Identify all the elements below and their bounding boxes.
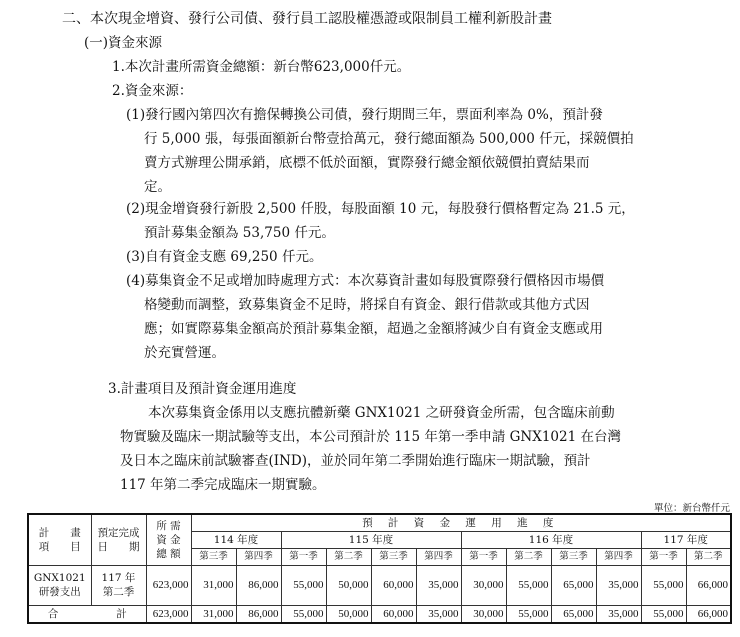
source4-line3: 應；如實際募集金額高於預計募集金額，超過之金額將減少自有資金支應或用 [144,321,603,337]
row-value: 31,000 [191,565,236,605]
row-completion: 117 年 第二季 [91,565,146,605]
header-quarter: 第三季 [551,548,596,565]
source1-line1: (1)發行國內第四次有擔保轉換公司債，發行期間三年，票面利率為 0%，預計發 [126,107,603,123]
header-quarter: 第一季 [461,548,506,565]
table-row [28,565,731,605]
header-completion: 預定完成 日 期 [91,514,146,565]
item-funding-sources: 2.資金來源： [112,83,193,99]
header-year-116: 116 年度 [461,531,641,548]
row-project: GNX1021 研發支出 [28,565,91,605]
row-value: 65,000 [551,565,596,605]
row-value: 60,000 [371,565,416,605]
plan-para-line3: 及日本之臨床前試驗審查(IND)，並於同年第二季開始進行臨床一期試驗，預計 [120,453,591,469]
total-value: 50,000 [326,605,371,623]
row-value: 35,000 [596,565,641,605]
row-value: 35,000 [416,565,461,605]
header-year-117: 117 年度 [641,531,731,548]
unit-label: 單位：新台幣仟元 [653,503,730,514]
row-value: 55,000 [641,565,686,605]
source1-line2: 行 5,000 張，每張面額新台幣壹拾萬元，發行總面額為 500,000 仟元，採競價拍 [144,131,634,147]
header-quarter: 第三季 [191,548,236,565]
header-year-115: 115 年度 [281,531,461,548]
total-value: 35,000 [416,605,461,623]
source4-line4: 於充實營運。 [144,345,225,361]
total-value: 55,000 [281,605,326,623]
total-value: 60,000 [371,605,416,623]
row-value: 55,000 [506,565,551,605]
header-total: 所 需 資 金 總 額 [146,514,191,565]
header-quarter: 第三季 [371,548,416,565]
header-schedule-title: 預 計 資 金 運 用 進 度 [191,514,731,531]
header-quarter: 第二季 [506,548,551,565]
source3-line1: (3)自有資金支應 69,250 仟元。 [126,249,323,265]
row-total: 623,000 [146,565,191,605]
total-label: 合 計 [28,605,146,623]
header-quarter: 第四季 [596,548,641,565]
header-quarter: 第一季 [281,548,326,565]
header-project: 計 畫 項 目 [28,514,91,565]
source4-line1: (4)募集資金不足或增加時處理方式：本次募資計畫如每股實際發行價格因市場價 [126,273,605,289]
row-value: 50,000 [326,565,371,605]
funding-schedule-table [27,513,732,624]
header-quarter: 第一季 [641,548,686,565]
total-row [28,605,731,623]
plan-para-line2: 物實驗及臨床一期試驗等支出，本公司預計於 115 年第一季申請 GNX1021 在台灣 [120,429,621,445]
header-year-114: 114 年度 [191,531,281,548]
source2-line1: (2)現金增資發行新股 2,500 仟股，每股面額 10 元，每股發行價格暫定為 21.5 元， [126,201,635,217]
total-sum: 623,000 [146,605,191,623]
item-total-funding: 1.本次計畫所需資金總額：新台幣623,000仟元。 [112,59,411,75]
subsection-heading: (一)資金來源 [84,35,163,51]
total-value: 55,000 [506,605,551,623]
header-quarter: 第四季 [236,548,281,565]
row-value: 86,000 [236,565,281,605]
total-value: 30,000 [461,605,506,623]
plan-para-line1: 本次募集資金係用以支應抗體新藥 GNX1021 之研發資金所需，包含臨床前動 [148,405,615,421]
source1-line3: 賣方式辦理公開承銷，底標不低於面額，實際發行總金額依競價拍賣結果而 [144,155,590,171]
source2-line2: 預計募集金額為 53,750 仟元。 [144,225,335,241]
section-heading: 二、本次現金增資、發行公司債、發行員工認股權憑證或限制員工權利新股計畫 [62,11,552,27]
total-value: 31,000 [191,605,236,623]
total-value: 35,000 [596,605,641,623]
item-plan-schedule: 3.計畫項目及預計資金運用進度 [108,381,297,397]
total-value: 55,000 [641,605,686,623]
source1-line4: 定。 [144,179,171,195]
total-value: 86,000 [236,605,281,623]
row-value: 30,000 [461,565,506,605]
header-quarter: 第二季 [326,548,371,565]
row-value: 55,000 [281,565,326,605]
total-value: 65,000 [551,605,596,623]
header-quarter: 第二季 [686,548,731,565]
source4-line2: 格變動而調整，致募集資金不足時，將採自有資金、銀行借款或其他方式因 [144,297,590,313]
plan-para-line4: 117 年第二季完成臨床一期實驗。 [120,477,326,493]
header-quarter: 第四季 [416,548,461,565]
row-value: 66,000 [686,565,731,605]
total-value: 66,000 [686,605,731,623]
